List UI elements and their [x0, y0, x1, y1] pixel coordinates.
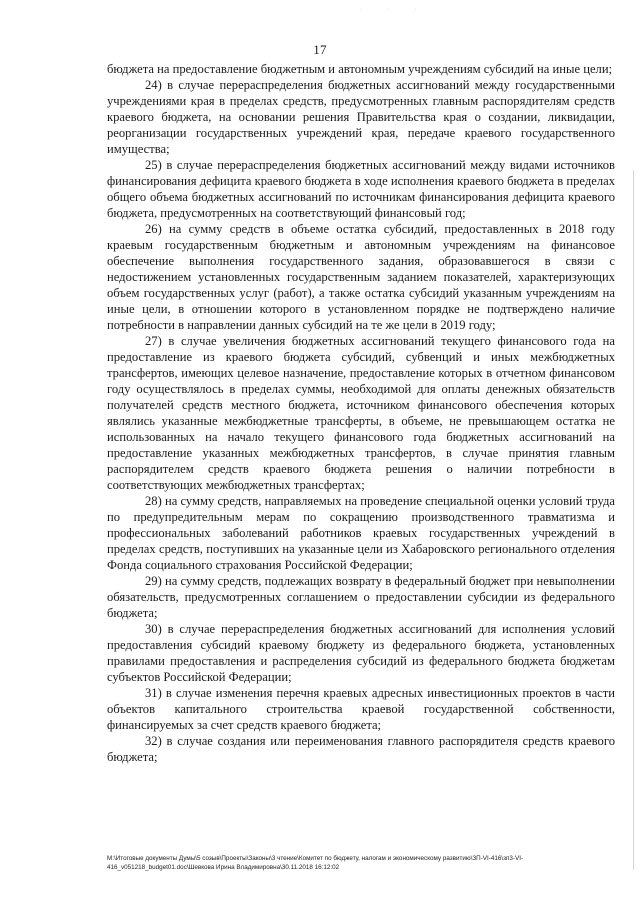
paragraph-item-26: 26) на сумму средств в объеме остатка субсидий, предоставленных в 2018 году краевым государственным бюджетным и автономным учреждениям на финансовое обеспечение выполнения государственного задания, образовавшегося в связи с недостижением установленных государственным заданием показателей, характеризующих объем государственных услуг (работ), а также остатка субсидий указанным учреждениям на иные цели, в отношении которого в установленном порядке не подтверждено наличие потребности в направлении данных субсидий на те же цели в 2019 году;: [107, 222, 615, 332]
paragraph-item-28: 28) на сумму средств, направляемых на проведение специальной оценки условий труда по предупредительным мерам по сокращению производственного травматизма и профессиональных заболеваний работников краевых государственных учреждений в пределах средств, поступивших на указанные цели из Хабаровского регионального отделения Фонда социального страхования Российской Федерации;: [107, 494, 615, 572]
scan-edge-line: [633, 170, 634, 870]
scan-marks: . . .: [360, 6, 429, 12]
paragraph-item-29: 29) на сумму средств, подлежащих возврату в федеральный бюджет при невыполнении обязательств, предусмотренных соглашением о предоставлении субсидии из федерального бюджета;: [107, 574, 615, 620]
document-body: [107, 61, 615, 765]
paragraph-continuation: бюджета на предоставление бюджетным и автономным учреждениям субсидий на иные цели;: [107, 62, 613, 76]
paragraph-item-27: 27) в случае увеличения бюджетных ассигнований текущего финансового года на предоставление из краевого бюджета субсидий, субвенций и иных межбюджетных трансфертов, имеющих целевое назначение, предоставление которых в отчетном финансовом году осуществлялось в пределах суммы, необходимой для оплаты денежных обязательств получателей средств местного бюджета, источником финансового обеспечения которых являлись указанные межбюджетные трансферты, в объеме, не превышающем остатка не использованных на начало текущего финансового года бюджетных ассигнований на предоставление указанных межбюджетных трансфертов, в случае принятия главным распорядителем средств краевого бюджета решения о наличии потребности в соответствующих межбюджетных трансфертах;: [107, 334, 615, 492]
file-path-footer: [107, 854, 615, 872]
paragraph-item-24: 24) в случае перераспределения бюджетных ассигнований между государственными учреждениями края в пределах средств, предусмотренных главным распорядителям средств краевого бюджета, на основании решения Правительства края о создании, ликвидации, реорганизации государственных учреждений края, передаче краевого государственного имущества;: [107, 78, 615, 156]
footer-path-line-2: 416_v051218_budget01.doc\Шевкова Ирина Владимировна\30.11.2018 16:12:02: [107, 864, 340, 871]
paragraph-item-31: 31) в случае изменения перечня краевых адресных инвестиционных проектов в части объектов капитального строительства краевой государственной собственности, финансируемых за счет средств краевого бюджета;: [107, 686, 615, 732]
paragraph-item-25: 25) в случае перераспределения бюджетных ассигнований между видами источников финансирования дефицита краевого бюджета в ходе исполнения краевого бюджета в пределах общего объема бюджетных ассигнований по источникам финансирования дефицита краевого бюджета, предусмотренных на соответствующий финансовый год;: [107, 158, 615, 220]
paragraph-item-32: 32) в случае создания или переименования главного распорядителя средств краевого бюджета;: [107, 734, 615, 764]
paragraph-item-30: 30) в случае перераспределения бюджетных ассигнований для исполнения условий предоставления субсидий краевому бюджету из федерального бюджета, установленных правилами предоставления и распределения субсидий из федерального бюджета бюджетам субъектов Российской Федерации;: [107, 622, 615, 684]
footer-path-line-1: М:\Итоговые документы Думы\5 созыв\Проекты\Законы\3 чтение\Комитет по бюджету, налогам и экономическому развитию\ЗП-VI-416\зп3-VI-: [107, 855, 524, 862]
page-number: 17: [313, 42, 327, 57]
